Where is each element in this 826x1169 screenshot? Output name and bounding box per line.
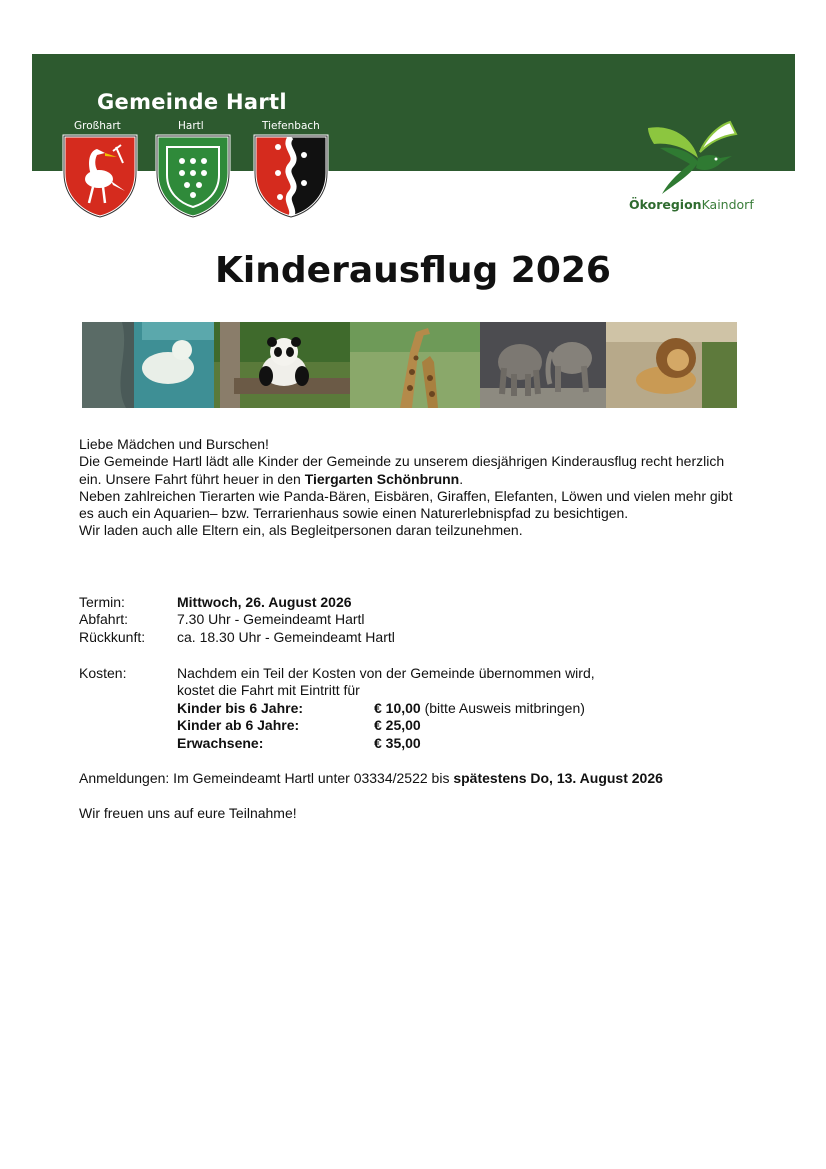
registration-deadline: spätestens Do, 13. August 2026 <box>453 770 663 786</box>
price-amount: € 35,00 <box>374 735 421 751</box>
registration-line: Anmeldungen: Im Gemeindeamt Hartl unter 03334/2522 bis spätestens Do, 13. August 2026 <box>79 770 663 786</box>
destination-name: Tiergarten Schönbrunn <box>304 470 460 487</box>
photo-panda <box>214 322 350 408</box>
termin-label: Termin: <box>79 594 125 610</box>
village-label-hartl: Hartl <box>178 120 204 132</box>
village-label-grosshart: Großhart <box>74 120 121 132</box>
rueckkunft-value: ca. 18.30 Uhr - Gemeindeamt Hartl <box>177 629 395 645</box>
intro-text <box>79 436 739 540</box>
photo-lion <box>606 322 737 408</box>
crest-hartl-icon <box>154 133 232 219</box>
village-label-tiefenbach: Tiefenbach <box>262 120 320 132</box>
intro-line-3: Wir laden auch alle Eltern ein, als Begleitpersonen daran teilzunehmen. <box>79 522 523 539</box>
closing-line: Wir freuen uns auf eure Teilnahme! <box>79 805 297 821</box>
greeting: Liebe Mädchen und Burschen! <box>79 436 269 452</box>
oekoregion-bird-logo-icon <box>640 118 740 196</box>
photo-polar-bear <box>82 322 214 408</box>
costs-line-2: kostet die Fahrt mit Eintritt für <box>177 682 360 698</box>
price-amount: € 25,00 <box>374 717 421 733</box>
animal-photo-strip <box>82 322 737 408</box>
photo-giraffes <box>350 322 480 408</box>
oekoregion-wordmark: ÖkoregionKaindorf <box>629 197 754 212</box>
costs-line-1: Nachdem ein Teil der Kosten von der Gemeinde übernommen wird, <box>177 665 595 681</box>
crest-tiefenbach-icon <box>252 133 330 219</box>
price-amount: € 10,00 <box>374 700 421 716</box>
municipality-title: Gemeinde Hartl <box>97 90 287 114</box>
intro-line-2: Neben zahlreichen Tierarten wie Panda-Bären, Eisbären, Giraffen, Elefanten, Löwen und vielen mehr gibt es auch ein Aquarien– bzw. Terrarienhaus sowie einen Naturerlebnispfad zu besichtigen. <box>79 487 733 522</box>
intro-line-1: Die Gemeinde Hartl lädt alle Kinder der Gemeinde zu unserem diesjährigen Kinderausflug recht herzlich ein. Unsere Fahrt führt heuer in den Tiergarten Schönbrunn. <box>79 453 725 487</box>
price-who: Kinder ab 6 Jahre: <box>177 717 300 733</box>
termin-value: Mittwoch, 26. August 2026 <box>177 594 352 610</box>
rueckkunft-label: Rückkunft: <box>79 629 146 645</box>
abfahrt-label: Abfahrt: <box>79 611 129 627</box>
price-who: Kinder bis 6 Jahre: <box>177 700 304 716</box>
abfahrt-value: 7.30 Uhr - Gemeindeamt Hartl <box>177 611 365 627</box>
price-who: Erwachsene: <box>177 735 264 751</box>
page-title: Kinderausflug 2026 <box>215 250 611 291</box>
costs-label: Kosten: <box>79 665 127 681</box>
photo-elephants <box>480 322 606 408</box>
price-note: (bitte Ausweis mitbringen) <box>420 700 585 716</box>
crest-grosshart-icon <box>61 133 139 219</box>
